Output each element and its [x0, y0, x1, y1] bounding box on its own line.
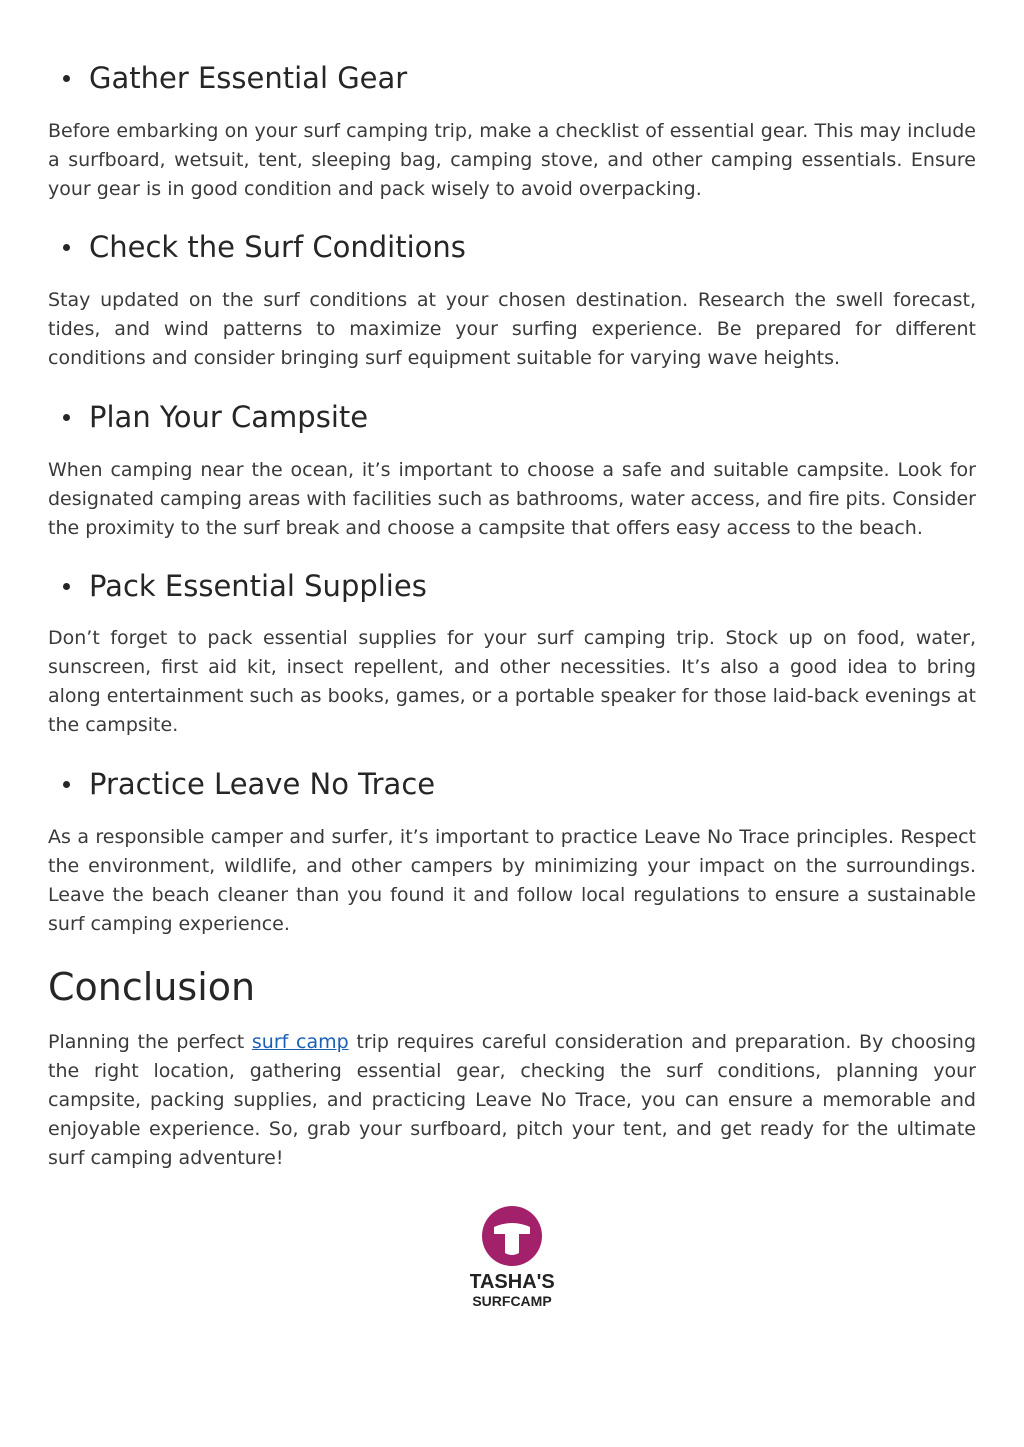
conclusion-paragraph — [48, 1028, 976, 1173]
section-body-gather-gear: Before embarking on your surf camping trip, make a checklist of essential gear. This may include a surfboard, wetsuit, tent, sleeping bag, camping stove, and other camping essentials. Ensure your gear is in good condition and pack wisely to avoid overpacking. — [48, 120, 976, 200]
heading-text: Gather Essential Gear — [89, 61, 408, 95]
section-heading-plan-campsite — [48, 399, 368, 435]
logo-text-line2: SURFCAMP — [472, 1293, 552, 1309]
heading-text: Practice Leave No Trace — [89, 767, 436, 801]
surf-camp-link[interactable]: surf camp — [251, 1031, 349, 1053]
tashas-surfcamp-logo — [470, 1204, 554, 1314]
bullet-icon — [63, 244, 70, 251]
logo-graphic — [470, 1204, 554, 1314]
logo-text-line1: TASHA'S — [470, 1271, 554, 1293]
bullet-icon — [63, 75, 70, 82]
section-body-pack-supplies: Don’t forget to pack essential supplies for your surf camping trip. Stock up on food, water, sunscreen, first aid kit, insect repellent, and other necessities. It’s also a good idea to bring along entertainment such as books, games, or a portable speaker for those laid-back evenings at the campsite. — [48, 627, 977, 736]
section-heading-gather-gear — [48, 60, 407, 96]
section-body-plan-campsite: When camping near the ocean, it’s important to choose a safe and suitable campsite. Look for designated camping areas with facilities such as bathrooms, water access, and fire pits. Consider the proximity to the surf break and choose a campsite that offers easy access to the beach. — [48, 459, 976, 539]
heading-text: Plan Your Campsite — [89, 400, 369, 434]
bullet-icon — [63, 583, 70, 590]
conclusion-text-after: trip requires careful consideration and preparation. By choosing the right location, gathering essential gear, checking the surf conditions, planning your campsite, packing supplies, and practicing Leave No Trace, you can ensure a memorable and enjoyable experience. So, grab your surfboard, pitch your tent, and get ready for the ultimate surf camping adventure! — [48, 1031, 977, 1169]
section-heading-surf-conditions — [48, 229, 466, 265]
heading-text: Check the Surf Conditions — [89, 230, 466, 264]
heading-text: Pack Essential Supplies — [89, 569, 427, 603]
section-heading-pack-supplies — [48, 568, 427, 604]
section-body-leave-no-trace: As a responsible camper and surfer, it’s important to practice Leave No Trace principles. Respect the environment, wildlife, and other campers by minimizing your impact on the surroundings. Leave the beach cleaner than you found it and follow local regulations to ensure a sustainable surf camping experience. — [48, 826, 976, 935]
section-body-surf-conditions: Stay updated on the surf conditions at your chosen destination. Research the swell forecast, tides, and wind patterns to maximize your surfing experience. Be prepared for different conditions and consider bringing surf equipment suitable for varying wave heights. — [48, 289, 976, 369]
conclusion-text-before: Planning the perfect — [48, 1031, 252, 1053]
conclusion-heading: Conclusion — [48, 965, 256, 1009]
bullet-icon — [63, 781, 70, 788]
bullet-icon — [63, 414, 70, 421]
section-heading-leave-no-trace — [48, 766, 435, 802]
